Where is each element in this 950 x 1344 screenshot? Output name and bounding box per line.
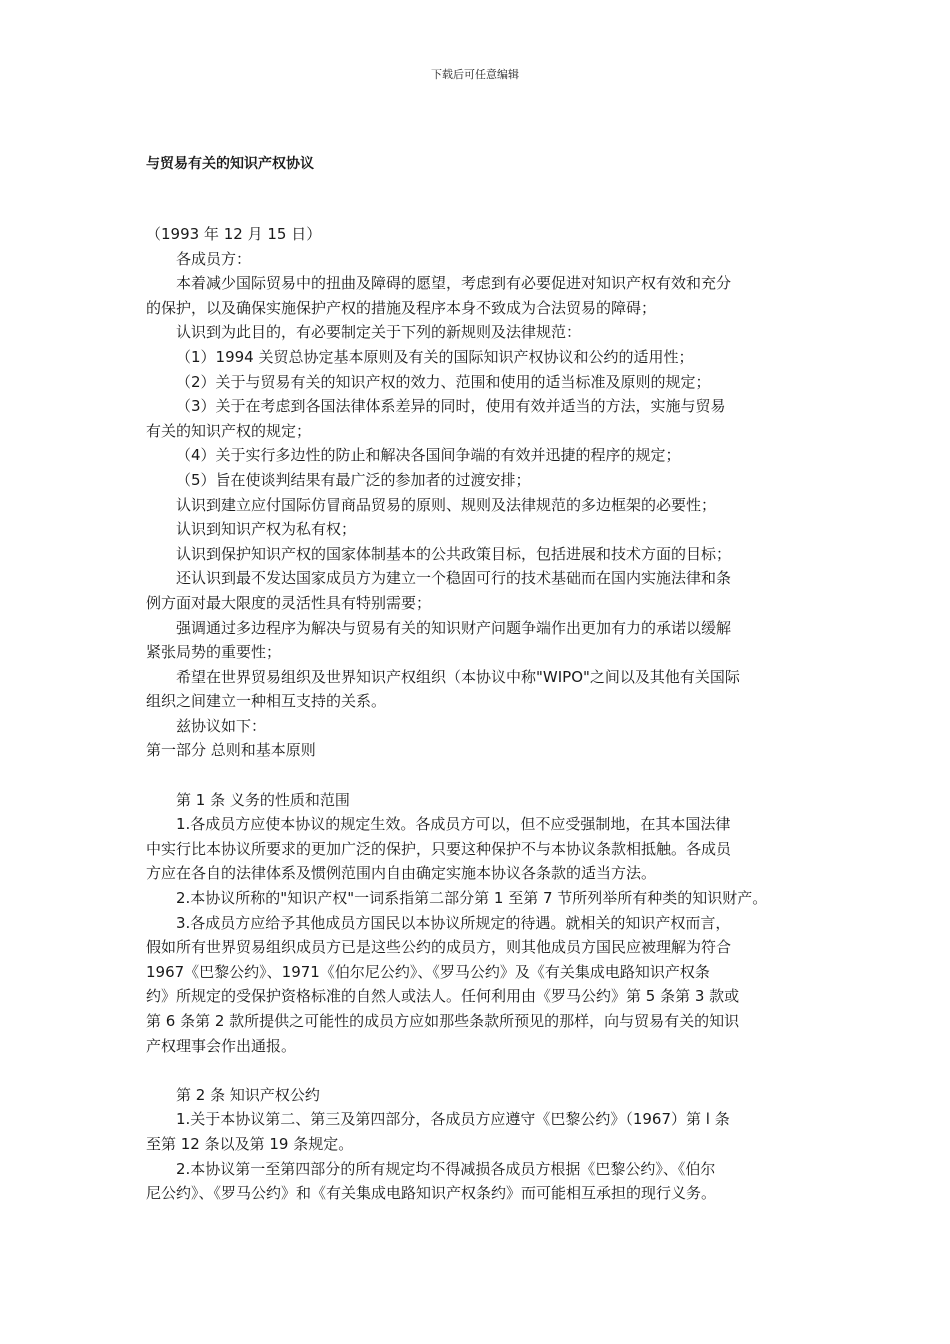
document-line: 强调通过多边程序为解决与贸易有关的知识财产问题争端作出更加有力的承诺以缓解 [176,618,732,637]
document-line: （3）关于在考虑到各国法律体系差异的同时，使用有效并适当的方法，实施与贸易 [176,397,726,416]
document-line: （2）关于与贸易有关的知识产权的效力、范围和使用的适当标准及原则的规定； [176,372,711,391]
document-line: 希望在世界贸易组织及世界知识产权组织（本协议中称"WIPO"之间以及其他有关国际 [176,667,740,686]
document-line: 例方面对最大限度的灵活性具有特别需要； [146,593,432,612]
document-line: 兹协议如下： [176,716,267,735]
document-line: 还认识到最不发达国家成员方为建立一个稳固可行的技术基础而在国内实施法律和条 [176,569,732,588]
document-line: 第一部分 总则和基本原则 [146,741,316,760]
document-line: 有关的知识产权的规定； [146,421,312,440]
document-body [146,222,818,1206]
document-line: 尼公约》、《罗马公约》和《有关集成电路知识产权条约》而可能相互承担的现行义务。 [146,1184,717,1203]
document-line: 认识到为此目的，有必要制定关于下列的新规则及法律规范： [176,323,582,342]
document-line: 约》所规定的受保护资格标准的自然人或法人。任何利用由《罗马公约》第 5 条第 3 款或 [146,987,740,1006]
document-line: （1）1994 关贸总协定基本原则及有关的国际知识产权协议和公约的适用性； [176,347,694,366]
document-line: 产权理事会作出通报。 [146,1036,297,1055]
document-line: 3.各成员方应给予其他成员方国民以本协议所规定的待遇。就相关的知识产权而言， [176,913,731,932]
blank-line [146,763,818,788]
document-line: 假如所有世界贸易组织成员方已是这些公约的成员方，则其他成员方国民应被理解为符合 [146,938,732,957]
document-line: 方应在各自的法律体系及惯例范围内自由确定实施本协议各条款的适当方法。 [146,864,657,883]
document-title: 与贸易有关的知识产权协议 [146,156,314,172]
document-line: 各成员方： [176,249,252,268]
document-line: 1.各成员方应使本协议的规定生效。各成员方可以，但不应受强制地，在其本国法律 [176,815,731,834]
document-line: 紧张局势的重要性； [146,643,282,662]
document-line: 第 6 条第 2 款所提供之可能性的成员方应如那些条款所预见的那样，向与贸易有关的知识 [146,1012,740,1030]
document-line: 1.关于本协议第二、第三及第四部分，各成员方应遵守《巴黎公约》（1967）第 l 条 [176,1110,730,1129]
blank-line [146,1058,818,1083]
document-line: 至第 12 条以及第 19 条规定。 [146,1134,354,1153]
document-line: 组织之间建立一种相互支持的关系。 [146,692,387,711]
document-line: 认识到知识产权为私有权； [176,520,357,539]
document-line: 认识到建立应付国际仿冒商品贸易的原则、规则及法律规范的多边框架的必要性； [176,495,717,514]
document-line: 认识到保护知识产权的国家体制基本的公共政策目标，包括进展和技术方面的目标； [176,544,732,563]
document-line: （4）关于实行多边性的防止和解决各国间争端的有效并迅捷的程序的规定； [176,446,681,465]
document-line: 第 2 条 知识产权公约 [176,1085,320,1104]
document-line: 本着减少国际贸易中的扭曲及障碍的愿望，考虑到有必要促进对知识产权有效和充分 [176,274,732,293]
document-line: 2.本协议所称的"知识产权"一词系指第二部分第 1 至第 7 节所列举所有种类的知识财产。 [176,889,768,908]
document-line: （1993 年 12 月 15 日） [146,225,322,243]
document-line: 第 1 条 义务的性质和范围 [176,790,350,809]
document-line: 中实行比本协议所要求的更加广泛的保护，只要这种保护不与本协议条款相抵触。各成员 [146,839,732,858]
document-line: 的保护，以及确保实施保护产权的措施及程序本身不致成为合法贸易的障碍； [146,298,657,317]
document-line: 1967《巴黎公约》、1971《伯尔尼公约》、《罗马公约》及《有关集成电路知识产权条 [146,962,710,981]
page-header-note: 下载后可任意编辑 [431,68,519,81]
document-line: （5）旨在使谈判结果有最广泛的参加者的过渡安排； [176,470,531,489]
document-line: 2.本协议第一至第四部分的所有规定均不得减损各成员方根据《巴黎公约》、《伯尔 [176,1159,716,1178]
